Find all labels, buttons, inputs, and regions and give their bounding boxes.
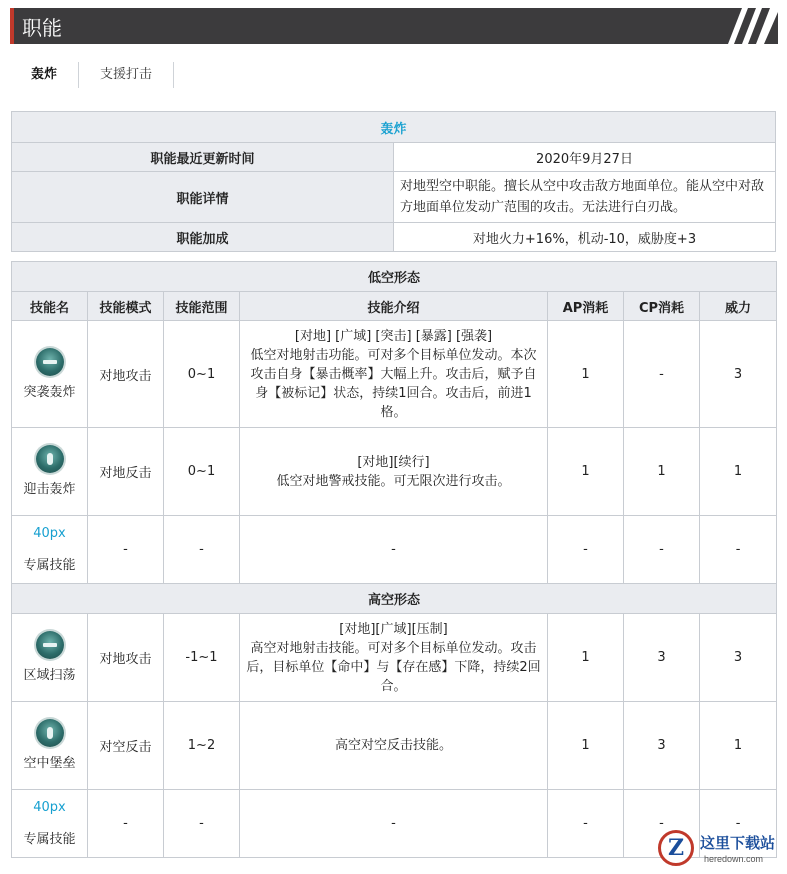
role-info-table — [11, 111, 776, 252]
skill-name-cell — [12, 516, 88, 584]
skill-name: 突袭轰炸 — [23, 384, 76, 400]
page-title: 职能 — [22, 16, 62, 40]
skill-desc: - — [240, 790, 548, 858]
skill-cp: - — [624, 321, 700, 428]
skill-cp: 1 — [624, 428, 700, 516]
info-value-detail: 对地型空中职能。擅长从空中攻击敌方地面单位。能从空中对敌方地面单位发动广范围的攻击。无法进行白刃战。 — [394, 172, 776, 223]
skill-mode: - — [88, 790, 164, 858]
skill-range: - — [164, 790, 240, 858]
skill-mode: - — [88, 516, 164, 584]
col-skill-range: 技能范围 — [164, 292, 240, 321]
skill-name-cell — [12, 321, 88, 428]
skill-tags: [对地][续行] — [357, 454, 430, 470]
skill-mode: 对空反击 — [88, 702, 164, 790]
skill-attack-icon — [36, 348, 64, 376]
low-altitude-heading: 低空形态 — [12, 262, 777, 292]
info-value-update-time: 2020年9月27日 — [394, 143, 776, 172]
skill-range: 0~1 — [164, 428, 240, 516]
skill-range: 1~2 — [164, 702, 240, 790]
skill-ap: - — [548, 790, 624, 858]
skill-desc — [240, 428, 548, 516]
skill-cp: - — [624, 516, 700, 584]
skill-power: - — [700, 516, 777, 584]
skill-power: - — [700, 790, 777, 858]
skill-desc: - — [240, 516, 548, 584]
skill-ap: - — [548, 516, 624, 584]
info-heading: 轰炸 — [12, 112, 776, 143]
info-label-update-time: 职能最近更新时间 — [12, 143, 394, 172]
info-value-bonus: 对地火力+16%，机动-10，威胁度+3 — [394, 223, 776, 252]
skill-tags: [对地][广域][压制] — [339, 621, 448, 637]
table-row — [12, 702, 777, 790]
skill-power: 1 — [700, 428, 777, 516]
skill-cp: 3 — [624, 614, 700, 702]
skill-name-cell — [12, 614, 88, 702]
skill-ap: 1 — [548, 702, 624, 790]
high-altitude-heading: 高空形态 — [12, 584, 777, 614]
skill-name: 区域扫荡 — [23, 668, 76, 683]
skill-mode: 对地反击 — [88, 428, 164, 516]
table-row — [12, 428, 777, 516]
header-accent — [10, 8, 14, 44]
section-header — [10, 8, 778, 44]
skill-name-cell — [12, 428, 88, 516]
skill-ap: 1 — [548, 614, 624, 702]
watermark-url: heredown.com — [704, 854, 764, 864]
skill-range: 0~1 — [164, 321, 240, 428]
col-skill-mode: 技能模式 — [88, 292, 164, 321]
col-skill-desc: 技能介绍 — [240, 292, 548, 321]
image-placeholder-link[interactable]: 40px — [33, 799, 66, 815]
skill-power: 3 — [700, 321, 777, 428]
skill-cp: 3 — [624, 702, 700, 790]
role-tabs — [10, 62, 174, 88]
skill-desc — [240, 321, 548, 428]
tab-support-strike[interactable]: 支援打击 — [79, 62, 174, 88]
info-label-detail: 职能详情 — [12, 172, 394, 223]
skill-attack-icon — [36, 631, 64, 659]
skill-cp: - — [624, 790, 700, 858]
table-row — [12, 516, 777, 584]
skill-tags: [对地] [广域] [突击] [暴露] [强袭] — [294, 328, 493, 344]
skill-mode: 对地攻击 — [88, 614, 164, 702]
col-ap-cost: AP消耗 — [548, 292, 624, 321]
watermark-logo: Z — [658, 830, 694, 866]
table-row — [12, 321, 777, 428]
skill-counter-icon — [36, 445, 64, 473]
skills-table — [11, 261, 777, 858]
tab-bombing[interactable]: 轰炸 — [10, 62, 79, 88]
info-label-bonus: 职能加成 — [12, 223, 394, 252]
skill-text: 低空对地警戒技能。可无限次进行攻击。 — [276, 473, 511, 489]
table-row — [12, 614, 777, 702]
col-cp-cost: CP消耗 — [624, 292, 700, 321]
skill-name: 专属技能 — [23, 831, 76, 847]
skill-ap: 1 — [548, 428, 624, 516]
skill-mode: 对地攻击 — [88, 321, 164, 428]
col-skill-name: 技能名 — [12, 292, 88, 321]
skill-range: - — [164, 516, 240, 584]
skill-name-cell — [12, 790, 88, 858]
skill-name: 迎击轰炸 — [23, 482, 76, 497]
skill-text: 高空对地射击技能。可对多个目标单位发动。攻击后，目标单位【命中】与【存在感】下降，持续2回合。 — [246, 640, 541, 694]
skill-name: 专属技能 — [23, 557, 76, 573]
skill-range: -1~1 — [164, 614, 240, 702]
skill-text: 低空对地射击功能。可对多个目标单位发动。本次攻击自身【暴击概率】大幅上升。攻击后，赋予自身【被标记】状态，持续1回合。攻击后，前进1格。 — [250, 347, 537, 420]
skill-power: 3 — [700, 614, 777, 702]
watermark-name: 这里下载站 — [700, 834, 776, 852]
skill-name-cell — [12, 702, 88, 790]
col-power: 威力 — [700, 292, 777, 321]
decorative-stripes — [708, 8, 778, 44]
site-watermark — [648, 826, 787, 874]
skill-desc: 高空对空反击技能。 — [240, 702, 548, 790]
image-placeholder-link[interactable]: 40px — [33, 525, 66, 541]
skill-ap: 1 — [548, 321, 624, 428]
skill-power: 1 — [700, 702, 777, 790]
skill-desc — [240, 614, 548, 702]
skill-counter-icon — [36, 719, 64, 747]
skill-name: 空中堡垒 — [23, 756, 76, 771]
